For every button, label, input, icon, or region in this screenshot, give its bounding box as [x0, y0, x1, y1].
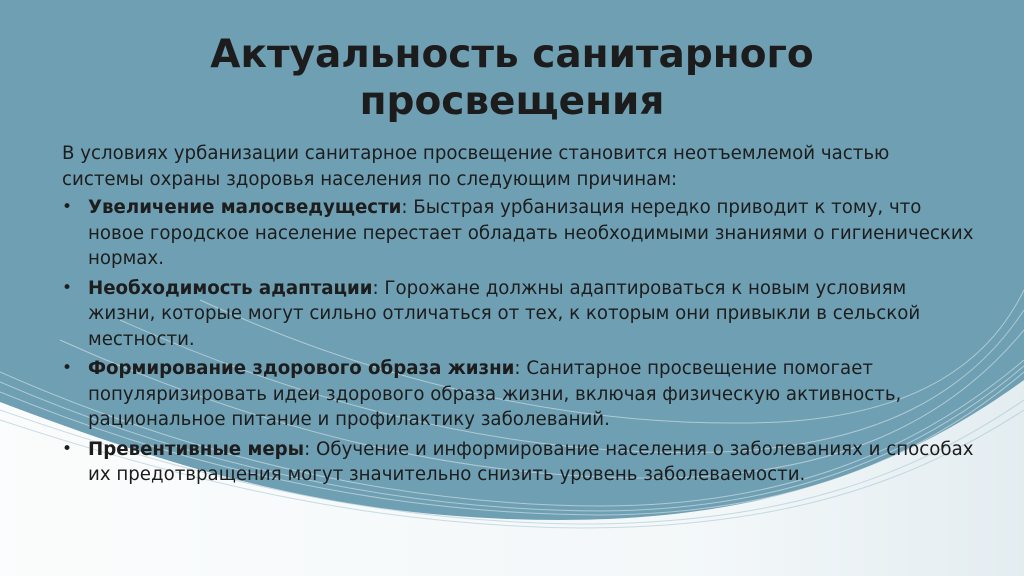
- bullet-term: Формирование здорового образа жизни: [88, 358, 515, 379]
- bullet-dot-icon: •: [62, 277, 73, 298]
- bullet-item: [62, 356, 974, 433]
- bullet-list: [62, 195, 974, 488]
- bullet-term: Необходимость адаптации: [88, 277, 373, 299]
- bullet-term: Увеличение малосведущести: [88, 197, 402, 218]
- bullet-dot-icon: •: [62, 358, 73, 378]
- bullet-dot-icon: •: [62, 438, 73, 459]
- bullet-text: : Обучение и информирование населения о заболеваниях и способах их предотвращения могут значительно снизить уровень заболеваемости.: [88, 438, 974, 485]
- bullet-item: [62, 276, 974, 353]
- bullet-text: : Санитарное просвещение помогает популяризировать идеи здорового образа жизни, включая физическую активность, рациональное питание и профилактику заболеваний.: [88, 358, 902, 430]
- bullet-dot-icon: •: [62, 197, 73, 217]
- bullet-text: : Горожане должны адаптироваться к новым условиям жизни, которые могут сильно отличаться от тех, к которым они привыкли в сельской местности.: [88, 277, 921, 350]
- bullet-term: Превентивные меры: [88, 438, 305, 460]
- slide-title: Актуальность санитарного просвещения: [210, 32, 814, 124]
- bullet-text: : Быстрая урбанизация нередко приводит к тому, что новое городское население перестает обладать необходимыми знаниями о гигиенических нормах.: [88, 197, 974, 269]
- bullet-item: [62, 195, 974, 272]
- intro-paragraph: В условиях урбанизации санитарное просвещение становится неотъемлемой частью системы охраны здоровья населения по следующим причинам:: [62, 143, 890, 190]
- bullet-item: [62, 437, 974, 488]
- slide-body: [62, 141, 974, 492]
